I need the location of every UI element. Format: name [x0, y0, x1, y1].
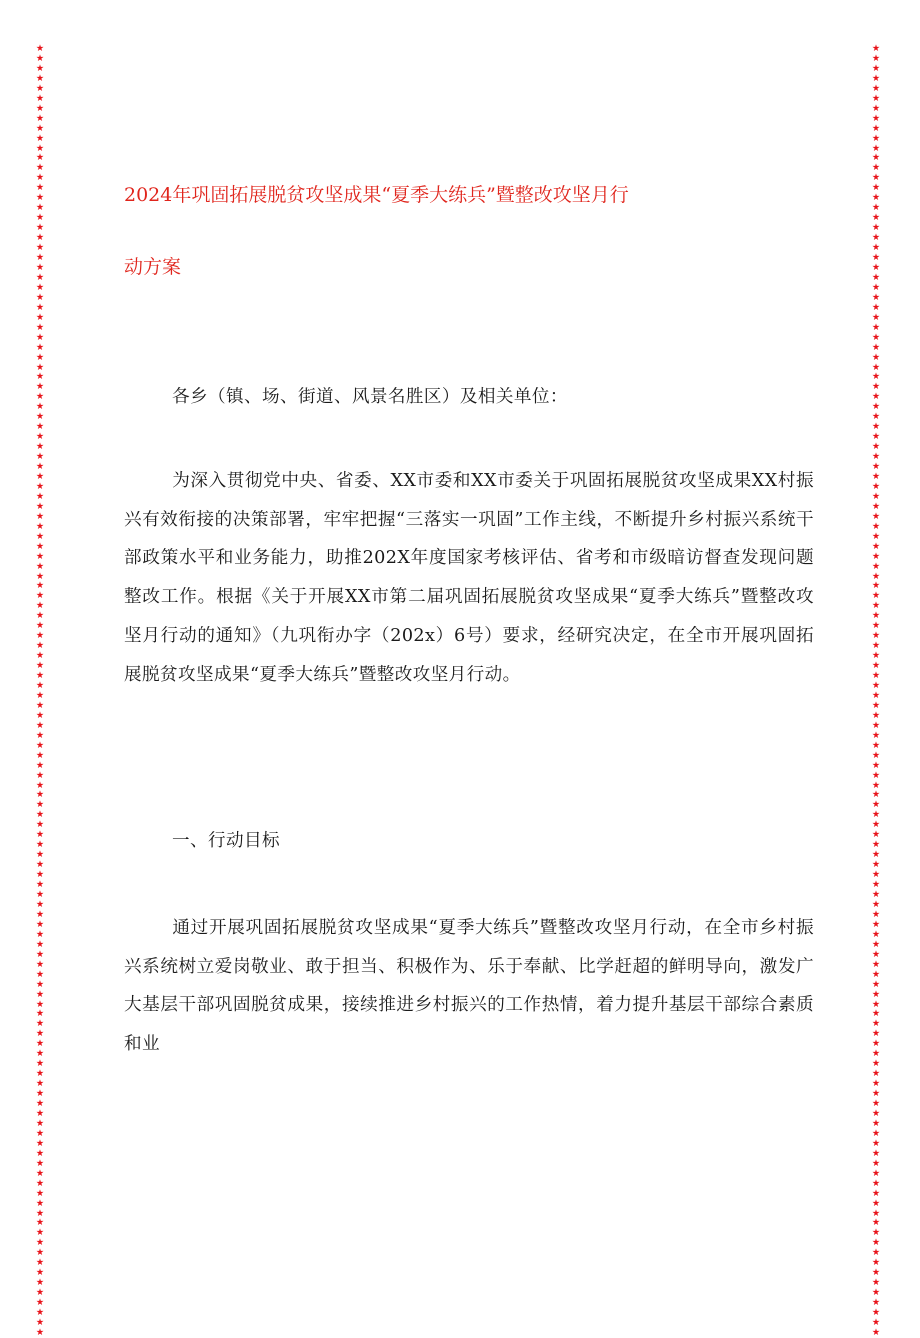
left-star-border: ★★★★★★★★★★★★★★★★★★★★★★★★★★★★★★★★★★★★★★★★★★★★★★★★★★★★★★★★★★★★★★★★★★★★★★★★★★★★★★★★★★★★★★★★★★★★★★★★★★★★★★★★★★★★★★★★★★★★★★★★★★★★★★★★★★: [35, 43, 45, 1338]
paragraph-intro: [124, 462, 814, 694]
paragraph-goals: [124, 909, 814, 1064]
salutation: 各乡（镇、场、街道、风景名胜区）及相关单位：: [172, 387, 568, 407]
section-heading-goals: 一、行动目标: [172, 831, 280, 851]
document-title-line-2: 动方案: [124, 256, 182, 278]
right-star-border: ★★★★★★★★★★★★★★★★★★★★★★★★★★★★★★★★★★★★★★★★★★★★★★★★★★★★★★★★★★★★★★★★★★★★★★★★★★★★★★★★★★★★★★★★★★★★★★★★★★★★★★★★★★★★★★★★★★★★★★★★★★★★★★★★★★: [871, 43, 881, 1338]
paragraph-goals-text: 通过开展巩固拓展脱贫攻坚成果“夏季大练兵”暨整改攻坚月行动，在全市乡村振兴系统树立爱岗敬业、敢于担当、积极作为、乐于奉献、比学赶超的鲜明导向，激发广大基层干部巩固脱贫成果，接续推进乡村振兴的工作热情，着力提升基层干部综合素质和业: [124, 918, 814, 1055]
document-title-line-1: 2024年巩固拓展脱贫攻坚成果“夏季大练兵”暨整改攻坚月行: [124, 184, 629, 206]
paragraph-intro-text: 为深入贯彻党中央、省委、XX市委和XX市委关于巩固拓展脱贫攻坚成果XX村振兴有效衔接的决策部署，牢牢把握“三落实一巩固”工作主线，不断提升乡村振兴系统干部政策水平和业务能力，助推202X年度国家考核评估、省考和市级暗访督查发现问题整改工作。根据《关于开展XX市第二届巩固拓展脱贫攻坚成果“夏季大练兵”暨整改攻坚月行动的通知》（九巩衔办字（202x）6号）要求，经研究决定，在全市开展巩固拓展脱贫攻坚成果“夏季大练兵”暨整改攻坚月行动。: [124, 471, 814, 685]
